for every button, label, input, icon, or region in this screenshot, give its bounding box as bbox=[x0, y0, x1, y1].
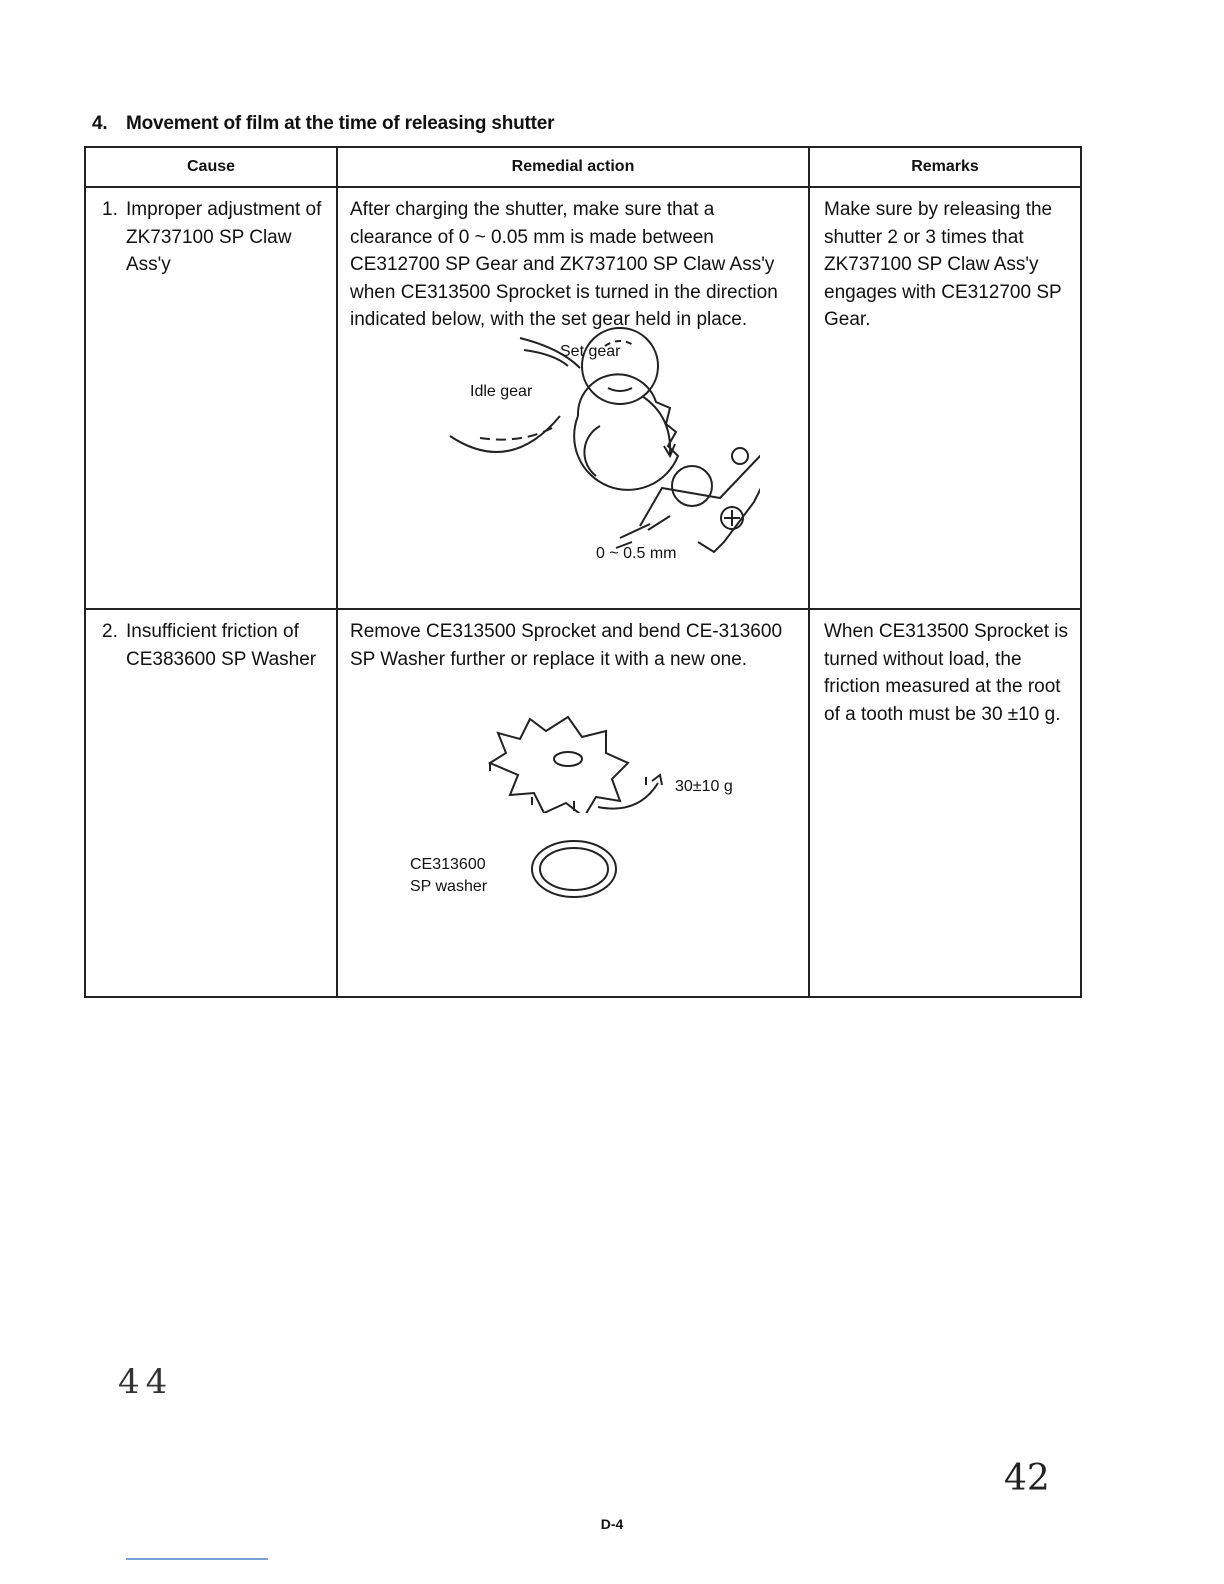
sprocket-diagram bbox=[470, 703, 670, 813]
rotation-arrow bbox=[642, 396, 670, 454]
washer-icon bbox=[526, 835, 622, 905]
sprocket-hole bbox=[554, 752, 582, 766]
table-header-row bbox=[85, 147, 1081, 187]
table-row bbox=[85, 187, 1081, 609]
section-heading bbox=[92, 113, 554, 135]
force-arrow bbox=[598, 775, 662, 809]
remedy-cell bbox=[337, 609, 809, 997]
idle-gear-label: Idle gear bbox=[470, 382, 533, 400]
washer-label-line1: CE313600 bbox=[410, 856, 486, 873]
remarks-cell bbox=[809, 187, 1081, 609]
header-remarks: Remarks bbox=[809, 147, 1081, 187]
remarks-cell bbox=[809, 609, 1081, 997]
remedy-text: Remove CE313500 Sprocket and bend CE-313600 SP Washer further or replace it with a new one. bbox=[350, 621, 783, 670]
force-label: 30±10 g bbox=[675, 778, 733, 795]
washer-label-line2: SP washer bbox=[410, 878, 488, 895]
handwritten-note: 44 bbox=[118, 1362, 174, 1402]
sprocket-washer-figure bbox=[350, 703, 800, 953]
claw-roller bbox=[672, 466, 712, 506]
sp-gear-shape bbox=[574, 374, 678, 489]
cause-text: Improper adjustment of ZK737100 SP Claw Ass'y bbox=[126, 199, 322, 275]
header-cause: Cause bbox=[85, 147, 337, 187]
remarks-text: Make sure by releasing the shutter 2 or 3 times that ZK737100 SP Claw Ass'y engages with CE312700 SP Gear. bbox=[824, 199, 1062, 330]
handwritten-page-number: 42 bbox=[1004, 1458, 1050, 1499]
remarks-text: When CE313500 Sprocket is turned without load, the friction measured at the root of a tooth must be 30 ±10 g. bbox=[824, 621, 1068, 725]
table-row bbox=[85, 609, 1081, 997]
header-remedial-action: Remedial action bbox=[337, 147, 809, 187]
section-title: Movement of film at the time of releasing shutter bbox=[126, 113, 555, 134]
claw-gear-figure bbox=[350, 316, 800, 566]
remedy-cell bbox=[337, 187, 809, 609]
section-number: 4. bbox=[92, 113, 108, 134]
row-index: 2. bbox=[102, 621, 118, 642]
row-index: 1. bbox=[102, 199, 118, 220]
page-code: D-4 bbox=[600, 1516, 624, 1532]
cause-cell bbox=[85, 187, 337, 609]
cause-text: Insufficient friction of CE383600 SP Washer bbox=[126, 621, 317, 670]
scan-mark-line bbox=[126, 1558, 268, 1560]
troubleshooting-table bbox=[84, 146, 1082, 998]
remedy-text: After charging the shutter, make sure that a clearance of 0 ~ 0.05 mm is made between CE312700 SP Gear and ZK737100 SP Claw Ass'y when CE313500 Sprocket is turned in the direction indicated below, with the set gear held in place. bbox=[350, 199, 778, 330]
clearance-label: 0 ~ 0.5 mm bbox=[596, 544, 677, 562]
set-gear-label: Set gear bbox=[560, 342, 621, 360]
cause-cell bbox=[85, 609, 337, 997]
